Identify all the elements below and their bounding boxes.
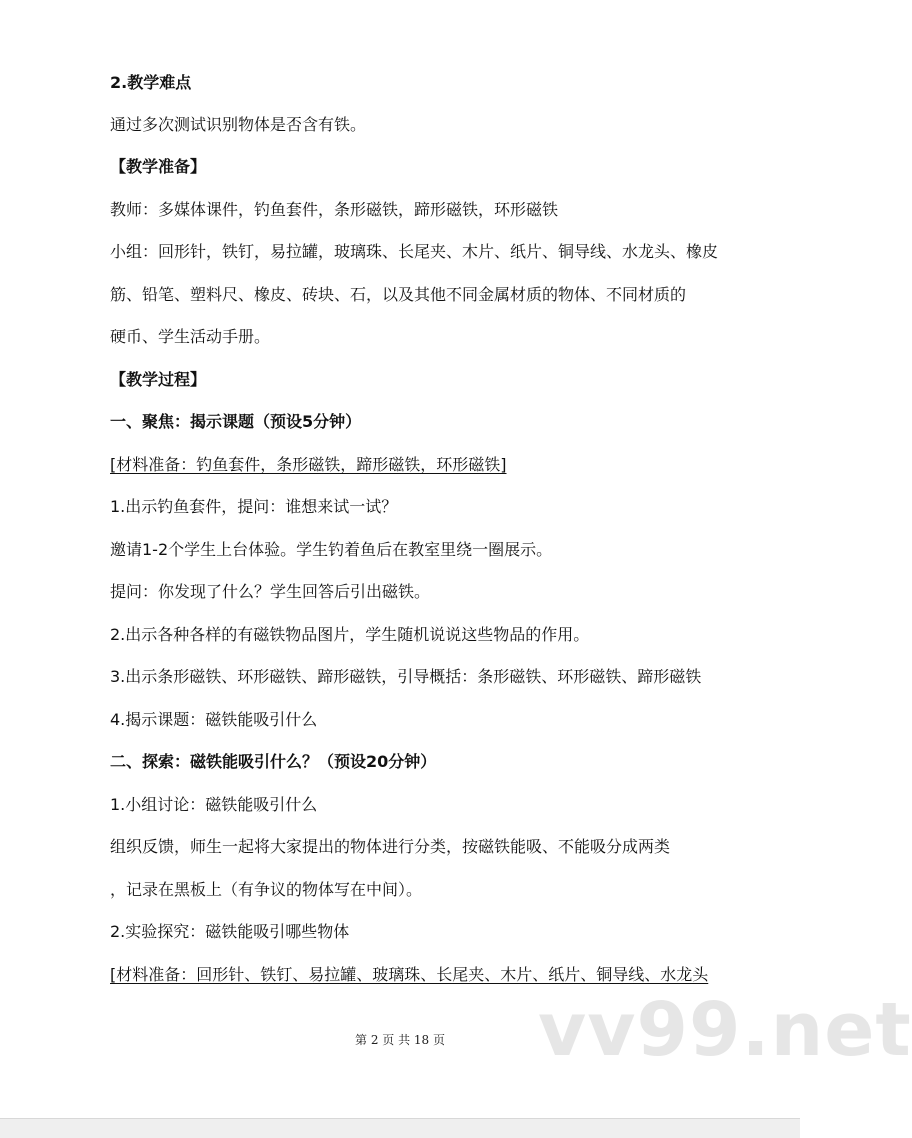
page-number: 第 2 页 共 18 页 (355, 1033, 445, 1047)
watermark: vv99.net (538, 987, 912, 1073)
paragraph-line: 1.出示钓鱼套件，提问：谁想来试一试？ (110, 497, 398, 516)
viewer-bottom-bar (0, 1118, 800, 1138)
paragraph-line: 1.小组讨论：磁铁能吸引什么 (110, 795, 318, 814)
paragraph-line: 提问：你发现了什么？学生回答后引出磁铁。 (110, 582, 431, 601)
heading-teaching-difficulty: 2.教学难点 (110, 73, 192, 92)
paragraph-line: 教师：多媒体课件，钓鱼套件，条形磁铁，蹄形磁铁，环形磁铁 (110, 200, 559, 219)
paragraph-line: 邀请1-2个学生上台体验。学生钓着鱼后在教室里绕一圈展示。 (110, 540, 553, 559)
materials-note: [材料准备：钓鱼套件，条形磁铁，蹄形磁铁，环形磁铁] (110, 455, 507, 474)
heading-section-focus: 一、聚焦：揭示课题（预设5分钟） (110, 412, 362, 431)
heading-teaching-process: 【教学过程】 (110, 370, 207, 389)
heading-teaching-preparation: 【教学准备】 (110, 157, 207, 176)
materials-note: [材料准备：回形针、铁钉、易拉罐、玻璃珠、长尾夹、木片、纸片、铜导线、水龙头 (110, 965, 709, 984)
paragraph-line: 小组：回形针，铁钉，易拉罐，玻璃珠、长尾夹、木片、纸片、铜导线、水龙头、橡皮 (110, 242, 719, 261)
paragraph-line: 3.出示条形磁铁、环形磁铁、蹄形磁铁，引导概括：条形磁铁、环形磁铁、蹄形磁铁 (110, 667, 702, 686)
paragraph-line: 硬币、学生活动手册。 (110, 327, 271, 346)
heading-section-explore: 二、探索：磁铁能吸引什么？（预设20分钟） (110, 752, 437, 771)
paragraph-line: 筋、铅笔、塑料尺、橡皮、砖块、石，以及其他不同金属材质的物体、不同材质的 (110, 285, 687, 304)
paragraph-line: 通过多次测试识别物体是否含有铁。 (110, 115, 367, 134)
paragraph-line: 2.出示各种各样的有磁铁物品图片，学生随机说说这些物品的作用。 (110, 625, 590, 644)
paragraph-line: ，记录在黑板上（有争议的物体写在中间）。 (110, 880, 423, 899)
paragraph-line: 组织反馈，师生一起将大家提出的物体进行分类，按磁铁能吸、不能吸分成两类 (110, 837, 671, 856)
paragraph-line: 2.实验探究：磁铁能吸引哪些物体 (110, 922, 350, 941)
paragraph-line: 4.揭示课题：磁铁能吸引什么 (110, 710, 318, 729)
